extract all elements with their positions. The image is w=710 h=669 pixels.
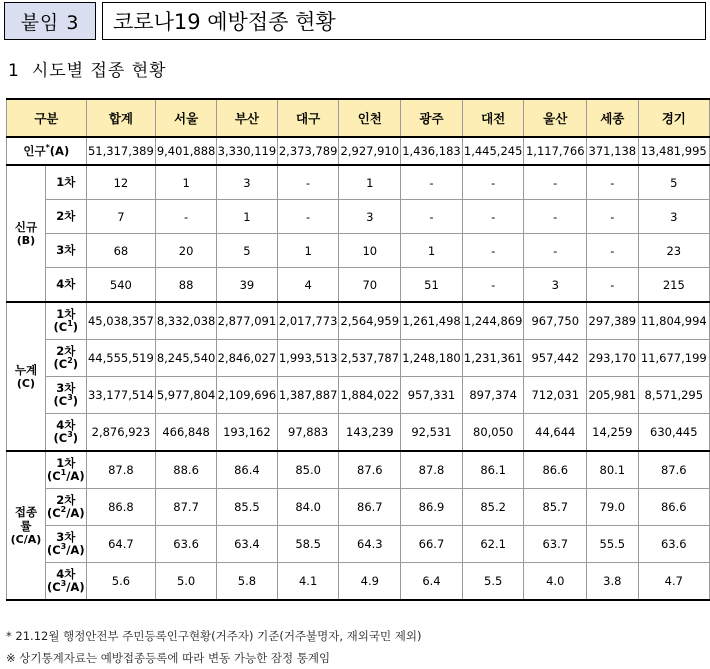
table-cell: 23 (638, 234, 709, 268)
table-cell: 85.7 (524, 489, 587, 526)
table-cell: 1,445,245 (462, 137, 524, 165)
table-cell: 58.5 (277, 526, 339, 563)
table-cell: - (587, 200, 639, 234)
table-cell: 2,846,027 (217, 340, 278, 377)
table-cell: 87.6 (339, 451, 401, 489)
dose-label: 2차 $(C^2)$ (45, 340, 86, 377)
table-cell: 11,804,994 (638, 302, 709, 340)
table-cell: - (277, 200, 339, 234)
table-cell: 86.1 (462, 451, 524, 489)
table-cell: 205,981 (587, 377, 639, 414)
table-cell: - (524, 200, 587, 234)
dose-label: 2차 (45, 200, 86, 234)
table-cell: 2,017,773 (277, 302, 339, 340)
table-cell: 3 (524, 268, 587, 303)
group-code: (C/A) (10, 532, 42, 546)
table-cell: 1 (277, 234, 339, 268)
table-cell: 12 (86, 165, 156, 200)
table-cell: 62.1 (462, 526, 524, 563)
table-cell: 1 (401, 234, 463, 268)
table-cell: 85.2 (462, 489, 524, 526)
col-header: 울산 (524, 99, 587, 137)
table-cell: 64.3 (339, 526, 401, 563)
cumulative-row (7, 340, 710, 377)
table-cell: 84.0 (277, 489, 339, 526)
group-label-text: 신규 (14, 219, 38, 234)
table-cell: - (156, 200, 217, 234)
rate-group-label (7, 451, 46, 600)
table-cell: - (462, 234, 524, 268)
section-title: 시도별 접종 현황 (31, 61, 167, 81)
table-cell: 87.8 (86, 451, 156, 489)
table-cell: 897,374 (462, 377, 524, 414)
table-cell: 4.9 (339, 563, 401, 601)
col-header: 광주 (401, 99, 463, 137)
table-cell: 1 (339, 165, 401, 200)
table-cell: 14,259 (587, 414, 639, 452)
table-cell: - (587, 234, 639, 268)
table-cell: 293,170 (587, 340, 639, 377)
group-label-text: 접종 (14, 504, 38, 519)
table-cell: 9,401,888 (156, 137, 217, 165)
group-code: (B) (16, 233, 36, 247)
dose-label: 1차 (45, 165, 86, 200)
table-cell: 5 (217, 234, 278, 268)
cumulative-group-label (7, 302, 46, 451)
table-cell: 92,531 (401, 414, 463, 452)
col-header: 합계 (86, 99, 156, 137)
rate-row (7, 526, 710, 563)
group-code: (C) (16, 376, 36, 390)
col-header: 부산 (217, 99, 278, 137)
table-cell: - (401, 200, 463, 234)
table-cell: 33,177,514 (86, 377, 156, 414)
table-cell: 5,977,804 (156, 377, 217, 414)
table-cell: 712,031 (524, 377, 587, 414)
table-cell: 143,239 (339, 414, 401, 452)
header-row (7, 99, 710, 137)
table-cell: 63.4 (217, 526, 278, 563)
table-cell: 8,332,038 (156, 302, 217, 340)
section-heading (8, 56, 167, 81)
table-cell: 2,564,959 (339, 302, 401, 340)
dose-label: 4차 (45, 268, 86, 303)
table-cell: 86.7 (339, 489, 401, 526)
cumulative-row (7, 414, 710, 452)
table-cell: 80,050 (462, 414, 524, 452)
table-cell: 2,877,091 (217, 302, 278, 340)
table-cell: 8,245,540 (156, 340, 217, 377)
new-row (7, 165, 710, 200)
table-body (7, 137, 710, 600)
table-cell: 5.8 (217, 563, 278, 601)
footnote-population: * 21.12월 행정안전부 주민등록인구현황(거주자) 기준(거주불명자, 재외국민 제외) (6, 629, 422, 643)
table-cell: 87.8 (401, 451, 463, 489)
rate-row (7, 489, 710, 526)
table-cell: 8,571,295 (638, 377, 709, 414)
table-cell: 193,162 (217, 414, 278, 452)
table-cell: 3 (339, 200, 401, 234)
table-cell: 1,248,180 (401, 340, 463, 377)
new-group-label (7, 165, 46, 302)
population-label: 인구*(A) (7, 137, 87, 165)
col-header: 세종 (587, 99, 639, 137)
table-cell: 11,677,199 (638, 340, 709, 377)
table-cell: 87.7 (156, 489, 217, 526)
table-cell: - (277, 165, 339, 200)
dose-label: 3차 $(C^3/A)$ (45, 526, 86, 563)
section-number: 1 (8, 61, 20, 81)
dose-label: 4차 $(C^3)$ (45, 414, 86, 452)
table-cell: 5.5 (462, 563, 524, 601)
table-cell: 86.8 (86, 489, 156, 526)
col-header: 대구 (277, 99, 339, 137)
dose-label: 1차 $(C^1/A)$ (45, 451, 86, 489)
table-cell: 55.5 (587, 526, 639, 563)
table-cell: 1 (156, 165, 217, 200)
table-cell: 85.0 (277, 451, 339, 489)
table-cell: 957,442 (524, 340, 587, 377)
table-cell: 44,555,519 (86, 340, 156, 377)
group-label-text: 률 (20, 518, 32, 533)
table-cell: 297,389 (587, 302, 639, 340)
table-cell: - (462, 165, 524, 200)
table-cell: 97,883 (277, 414, 339, 452)
table-cell: 88.6 (156, 451, 217, 489)
table-cell: 10 (339, 234, 401, 268)
table-cell: 1,884,022 (339, 377, 401, 414)
table-cell: 70 (339, 268, 401, 303)
table-cell: 63.7 (524, 526, 587, 563)
table-cell: 88 (156, 268, 217, 303)
header-corner: 구분 (7, 99, 87, 137)
table-cell: 7 (86, 200, 156, 234)
vaccination-table (6, 98, 710, 601)
table-cell: 3,330,119 (217, 137, 278, 165)
table-cell: - (524, 234, 587, 268)
table-cell: - (587, 165, 639, 200)
table-cell: 79.0 (587, 489, 639, 526)
table-cell: 1,117,766 (524, 137, 587, 165)
table-cell: 63.6 (156, 526, 217, 563)
cumulative-row (7, 377, 710, 414)
rate-row (7, 563, 710, 601)
table-cell: 5 (638, 165, 709, 200)
population-row (7, 137, 710, 165)
table-cell: 4 (277, 268, 339, 303)
col-header: 대전 (462, 99, 524, 137)
table-cell: - (462, 200, 524, 234)
table-cell: 1,387,887 (277, 377, 339, 414)
table-cell: 6.4 (401, 563, 463, 601)
dose-label: 3차 $(C^3)$ (45, 377, 86, 414)
table-cell: 39 (217, 268, 278, 303)
new-row (7, 268, 710, 303)
table-cell: - (401, 165, 463, 200)
table-cell: 87.6 (638, 451, 709, 489)
table-cell: 80.1 (587, 451, 639, 489)
new-row (7, 234, 710, 268)
rate-row (7, 451, 710, 489)
table-cell: 20 (156, 234, 217, 268)
table-cell: 2,373,789 (277, 137, 339, 165)
table-cell: 1,231,361 (462, 340, 524, 377)
table-cell: 44,644 (524, 414, 587, 452)
table-cell: 371,138 (587, 137, 639, 165)
col-header: 경기 (638, 99, 709, 137)
table-cell: 68 (86, 234, 156, 268)
table-cell: 2,927,910 (339, 137, 401, 165)
table-cell: 1,244,869 (462, 302, 524, 340)
table-cell: 86.6 (638, 489, 709, 526)
table-cell: 3 (638, 200, 709, 234)
dose-label: 4차 $(C^3/A)$ (45, 563, 86, 601)
annex-label: 붙임 3 (4, 2, 96, 40)
col-header: 인천 (339, 99, 401, 137)
table-cell: 5.6 (86, 563, 156, 601)
new-row (7, 200, 710, 234)
footnote-provisional: ※ 상기통계자료는 예방접종등록에 따라 변동 가능한 잠정 통계임 (6, 651, 331, 665)
table-cell: 4.7 (638, 563, 709, 601)
table-cell: 5.0 (156, 563, 217, 601)
table-cell: - (587, 268, 639, 303)
table-cell: 2,876,923 (86, 414, 156, 452)
page-title: 코로나19 예방접종 현황 (102, 2, 706, 40)
table-cell: 86.9 (401, 489, 463, 526)
cumulative-row (7, 302, 710, 340)
table-cell: 1 (217, 200, 278, 234)
dose-label: 1차 $(C^1)$ (45, 302, 86, 340)
table-cell: 13,481,995 (638, 137, 709, 165)
table-cell: 3.8 (587, 563, 639, 601)
table-cell: 51 (401, 268, 463, 303)
table-cell: 86.4 (217, 451, 278, 489)
table-cell: 466,848 (156, 414, 217, 452)
dose-label: 2차 $(C^2/A)$ (45, 489, 86, 526)
table-cell: - (462, 268, 524, 303)
dose-label: 3차 (45, 234, 86, 268)
table-cell: 63.6 (638, 526, 709, 563)
table-cell: 45,038,357 (86, 302, 156, 340)
table-cell: - (524, 165, 587, 200)
table-cell: 86.6 (524, 451, 587, 489)
table-cell: 2,537,787 (339, 340, 401, 377)
group-label-text: 누계 (14, 362, 38, 377)
table-cell: 630,445 (638, 414, 709, 452)
table-cell: 4.1 (277, 563, 339, 601)
table-cell: 64.7 (86, 526, 156, 563)
table-cell: 51,317,389 (86, 137, 156, 165)
table-cell: 957,331 (401, 377, 463, 414)
table-cell: 967,750 (524, 302, 587, 340)
table-cell: 1,993,513 (277, 340, 339, 377)
table-cell: 1,261,498 (401, 302, 463, 340)
table-cell: 4.0 (524, 563, 587, 601)
table-cell: 1,436,183 (401, 137, 463, 165)
col-header: 서울 (156, 99, 217, 137)
table-cell: 85.5 (217, 489, 278, 526)
table-cell: 215 (638, 268, 709, 303)
table-cell: 3 (217, 165, 278, 200)
table-cell: 66.7 (401, 526, 463, 563)
table-cell: 540 (86, 268, 156, 303)
table-cell: 2,109,696 (217, 377, 278, 414)
